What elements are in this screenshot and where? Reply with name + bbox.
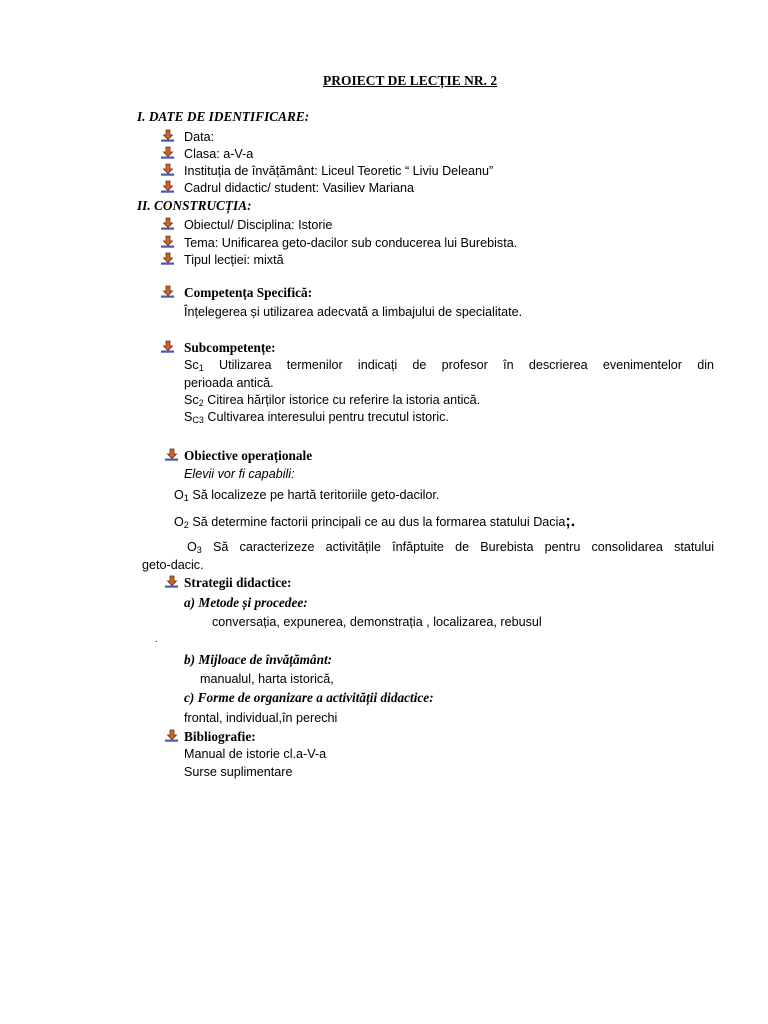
list-item-tipul: Tipul lecției: mixtă <box>184 253 284 267</box>
obiective-intro: Elevii vor fi capabili: <box>184 467 295 481</box>
list-item-obiectul: Obiectul/ Disciplina: Istorie <box>184 218 333 232</box>
metode-heading: a) Metode și procedee: <box>184 595 308 610</box>
arrow-bullet-icon <box>160 235 176 248</box>
mijloace-heading: b) Mijloace de învățământ: <box>184 652 333 667</box>
sc3-line: $S_{C3}$ Cultivarea interesului pentru trecutul istoric. <box>184 410 449 425</box>
sc1-line2: perioada antică. <box>184 376 274 390</box>
list-item-cadrul: Cadrul didactic/ student: Vasiliev Mariana <box>184 181 415 195</box>
page-title: PROIECT DE LECȚIE NR. 2 <box>323 73 498 88</box>
competenta-text: Înțelegerea și utilizarea adecvată a limbajului de specialitate. <box>184 305 523 319</box>
forme-text: frontal, individual,în perechi <box>184 711 338 725</box>
arrow-bullet-icon <box>160 180 176 193</box>
bibliografie-item-surse: Surse suplimentare <box>184 765 293 779</box>
obiective-heading: Obiective operaționale <box>184 448 313 463</box>
o3-line2: geto-dacic. <box>142 558 204 572</box>
section-1-heading: I. DATE DE IDENTIFICARE: <box>137 109 310 124</box>
list-item-tema: Tema: Unificarea geto-dacilor sub conducerea lui Burebista. <box>184 236 518 250</box>
list-item-clasa: Clasa: a-V-a <box>184 147 254 161</box>
arrow-bullet-icon <box>160 340 176 353</box>
arrow-bullet-icon <box>160 252 176 265</box>
arrow-bullet-icon <box>164 575 180 588</box>
strategii-heading: Strategii didactice: <box>184 575 292 590</box>
arrow-bullet-icon <box>160 163 176 176</box>
sc1-line1: $Sc_1$ Utilizarea termenilor indicați de profesor în descrierea evenimentelor din <box>184 358 715 373</box>
list-item-data: Data: <box>184 130 215 144</box>
o1-line: $O_1$ Să localizeze pe hartă teritoriile geto-dacilor. <box>174 488 440 503</box>
o3-line1: $O_3$ Să caracterizeze activitățile înfăptuite de Burebista pentru consolidarea statului <box>187 540 714 555</box>
forme-heading: c) Forme de organizare a activității didactice: <box>184 690 434 705</box>
bibliografie-heading: Bibliografie: <box>184 729 256 744</box>
subcompetente-heading: Subcompetențe: <box>184 340 276 355</box>
metode-text: conversația, expunerea, demonstrația , localizarea, rebusul <box>212 615 542 629</box>
arrow-bullet-icon <box>160 129 176 142</box>
competenta-heading: Competența Specifică: <box>184 285 313 300</box>
arrow-bullet-icon <box>164 448 180 461</box>
o2-line: $O_2$ Să determine factorii principali ce au dus la formarea statului Dacia;. <box>174 513 576 530</box>
section-2-heading: II. CONSTRUCȚIA: <box>137 198 252 213</box>
mijloace-text: manualul, harta istorică, <box>200 672 334 686</box>
arrow-bullet-icon <box>160 285 176 298</box>
arrow-bullet-icon <box>164 729 180 742</box>
arrow-bullet-icon <box>160 217 176 230</box>
stray-dot: . <box>155 634 158 645</box>
sc2-line: $Sc_2$ Citirea hărților istorice cu referire la istoria antică. <box>184 393 481 408</box>
bibliografie-item-manual: Manual de istorie cl.a-V-a <box>184 747 327 761</box>
list-item-institutia: Instituția de învățământ: Liceul Teoretic “ Liviu Deleanu” <box>184 164 494 178</box>
arrow-bullet-icon <box>160 146 176 159</box>
